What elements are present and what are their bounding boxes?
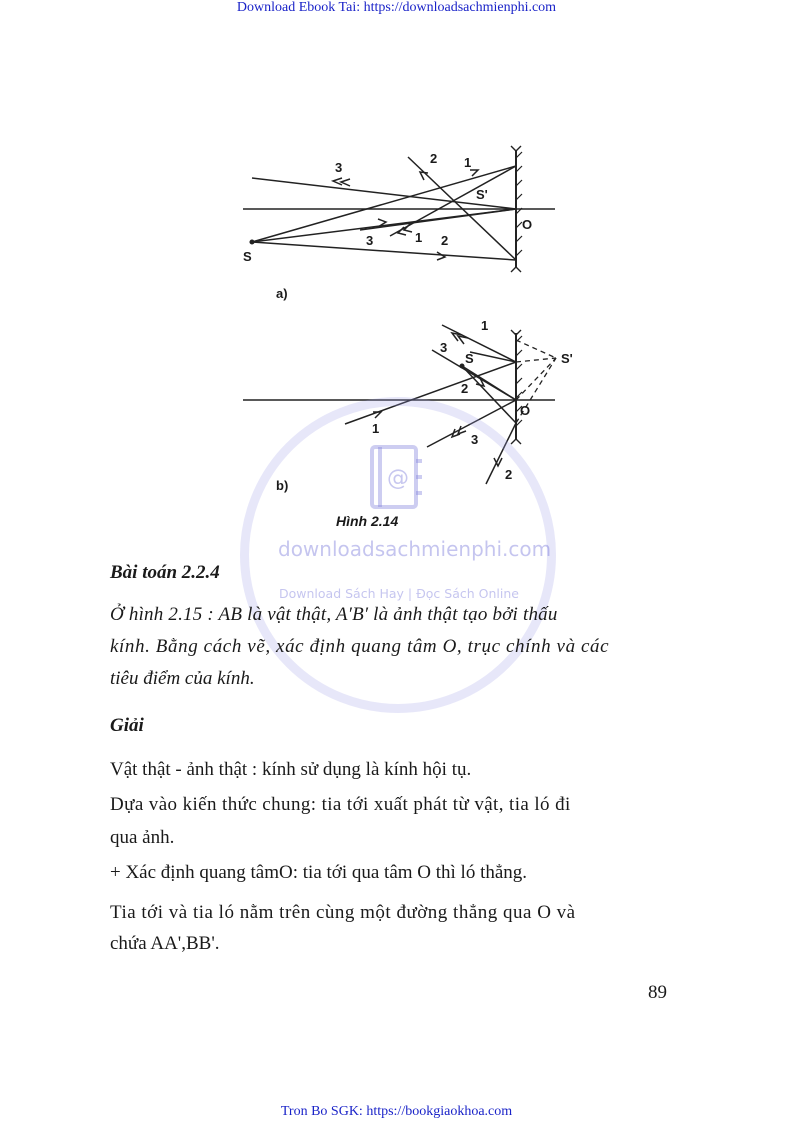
ray-s-incident <box>470 352 516 362</box>
page-number: 89 <box>648 982 667 1003</box>
footer-sgk-link[interactable]: Tron Bo SGK: https://bookgiaokhoa.com <box>280 1104 513 1119</box>
ray-1b-out <box>442 325 516 362</box>
fig-b-label-ray2b: 2 <box>505 467 513 482</box>
problem-statement-line-3: tiêu điểm của kính. <box>110 668 255 689</box>
fig-b-label-ray1: 1 <box>481 318 489 333</box>
fig-a-label-origin: O <box>522 217 533 232</box>
solution-line-6: chứa AA',BB'. <box>110 933 220 954</box>
fig-a-label-ray1: 1 <box>464 155 472 170</box>
solution-line-4: + Xác định quang tâmO: tia tới qua tâm O thì ló thẳng. <box>110 862 528 883</box>
fig-a-label-ray3b: 3 <box>366 233 374 248</box>
solution-line-5: Tia tới và tia ló nằm trên cùng một đường thẳng qua O và <box>110 902 576 923</box>
ray-2a-in <box>252 242 516 260</box>
fig-b-label-ray2: 2 <box>461 381 469 396</box>
fig-b-panel-label: b) <box>276 478 289 493</box>
fig-b-label-origin: O <box>520 403 531 418</box>
fig-a-label-source: S <box>243 249 252 264</box>
fig-a-label-ray3: 3 <box>335 160 343 175</box>
fig-b-label-ray3b: 3 <box>471 432 479 447</box>
watermark-book-icon <box>366 443 426 511</box>
fig-b-label-source: S <box>465 351 474 366</box>
watermark-title: downloadsachmienphi.com <box>278 537 552 561</box>
fig-a-panel-label: a) <box>276 286 288 301</box>
solution-line-1: Vật thật - ảnh thật : kính sử dụng là kính hội tụ. <box>110 759 472 780</box>
svg-text:@: @ <box>387 466 409 491</box>
fig-b-label-image: S' <box>561 351 573 366</box>
fig-a-label-ray2b: 2 <box>441 233 449 248</box>
solution-line-2: Dựa vào kiến thức chung: tia tới xuất phát từ vật, tia ló đi <box>110 794 571 815</box>
ray-3a-out <box>360 209 516 230</box>
fig-b-label-ray3: 3 <box>440 340 448 355</box>
figure-caption: Hình 2.14 <box>336 513 399 529</box>
fig-a-label-image: S' <box>476 187 488 202</box>
watermark-subtitle: Download Sách Hay | Đọc Sách Online <box>279 586 519 601</box>
fig-b-label-ray1b: 1 <box>372 421 380 436</box>
problem-title: Bài toán 2.2.4 <box>110 562 220 583</box>
solution-title: Giải <box>110 715 144 736</box>
header-download-link[interactable]: Download Ebook Tai: https://downloadsachmienphi.com <box>236 0 557 15</box>
fig-a-label-ray1b: 1 <box>415 230 423 245</box>
problem-statement-line-2: kính. Bằng cách vẽ, xác định quang tâm O, trục chính và các <box>110 636 610 657</box>
problem-statement-line-1: Ở hình 2.15 : AB là vật thật, A′B′ là ảnh thật tạo bởi thấu <box>110 604 558 625</box>
solution-line-3: qua ảnh. <box>110 827 175 848</box>
fig-a-label-ray2: 2 <box>430 151 438 166</box>
